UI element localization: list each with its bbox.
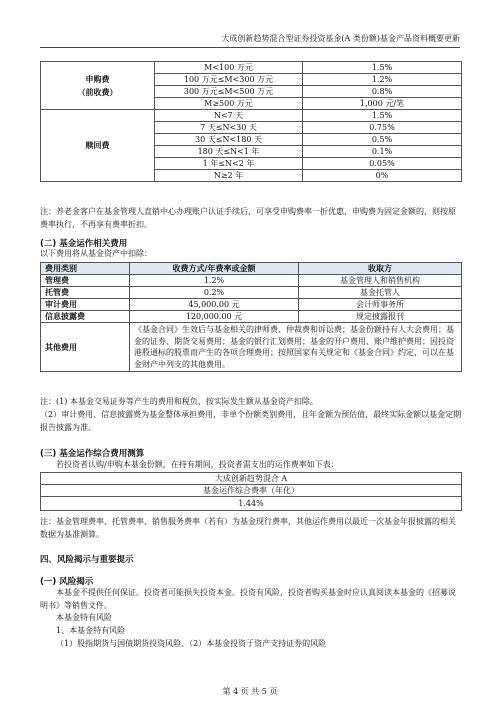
operating-fee-table: [40, 262, 462, 372]
redemption-fee-label: 赎回费: [41, 110, 155, 182]
comp-note: 注：基金管理费率、托管费率、销售服务费率（若有）为基金现行费率，其他运作费用以最近一次基金年报披露的相关数据为基准测算。: [40, 517, 456, 539]
fee-rate: 1.5%: [303, 110, 462, 122]
ops-category: 其他费用: [41, 323, 130, 372]
ops-header-cell: 收费方式/年费率或金额: [130, 263, 299, 275]
section2-intro: 以下费用将从基金资产中扣除：: [40, 249, 152, 258]
ops-category: 管理费: [41, 275, 130, 287]
fee-rate: 0.5%: [303, 134, 462, 146]
ops-header-row: [41, 263, 462, 275]
fee-range: 30 天≤N<180 天: [155, 134, 303, 146]
ops-payee: 基金托管人: [299, 287, 462, 299]
page-footer: 第 4 页 共 5 页: [222, 687, 278, 696]
subscription-fee-label: 申购费 （前收费）: [41, 62, 155, 110]
fee-range: 180 天≤N<1 年: [155, 146, 303, 158]
ops-category: 审计费用: [41, 299, 130, 311]
ops-header-cell: 费用类别: [41, 263, 130, 275]
risk-paragraph-2: 本基金特有风险: [56, 613, 112, 622]
ops-rate: 1.2%: [130, 275, 299, 287]
ops-note-1: 注：(1) 本基金交易证券等产生的费用和税负，按实际发生额从基金资产扣除。: [40, 397, 318, 406]
fee-rate: 1.2%: [303, 74, 462, 86]
fee-range: N<7 天: [155, 110, 303, 122]
subscription-redemption-fee-table: [40, 61, 462, 182]
ops-rate: 45,000.00 元: [130, 299, 299, 311]
ops-category: 托管费: [41, 287, 130, 299]
risk-paragraph-4: （1）股指期货与国债期货投资风险、（2）本基金投资于资产支持证券的风险: [56, 639, 327, 648]
fee-range: N≥2 年: [155, 170, 303, 182]
fee-rate: 0.05%: [303, 158, 462, 170]
fee-range: 1 年≤N<2 年: [155, 158, 303, 170]
section3-title: (三) 基金运作综合费用测算: [40, 449, 145, 459]
fee-range: M≥500 万元: [155, 98, 303, 110]
ops-rate: 120,000.00 元: [130, 311, 299, 323]
page-header: 大成创新趋势混合型证券投资基金(A 类份额)基金产品资料概要更新: [40, 33, 460, 48]
fee-range: 100 万元≤M<300 万元: [155, 74, 303, 86]
risk-paragraph-3: 1、本基金特有风险: [56, 626, 126, 635]
comp-table-value: 1.44%: [41, 497, 462, 511]
fee-row: [41, 62, 462, 74]
ops-row-other: [41, 323, 462, 372]
ops-header-cell: 收取方: [299, 263, 462, 275]
risk-title: (一) 风险揭示: [40, 577, 94, 587]
fee-rate: 1.5%: [303, 62, 462, 74]
section3-intro: 若投资者认购/申购本基金份额，在持有期间，投资者需支出的运作费率如下表：: [56, 460, 339, 469]
section4-title: 四、风险揭示与重要提示: [40, 555, 134, 565]
ops-row: [41, 299, 462, 311]
ops-note-2: （2）审计费用、信息披露费为基金整体承担费用，非单个份额类别费用，且年金额为预估值，最终实际金额以基金定期报告披露为准。: [40, 410, 462, 432]
comp-table-header: 基金运作综合费率（年化）: [41, 485, 462, 497]
ops-row: [41, 287, 462, 299]
ops-row: [41, 311, 462, 323]
risk-paragraph-1: 本基金不提供任何保证。投资者可能损失投资本金。投资有风险，投资者购买基金时应认真阅读本基金的《招募说明书》等销售文件。: [40, 588, 456, 610]
fee-rate: 0.1%: [303, 146, 462, 158]
ops-payee: 基金管理人和销售机构: [299, 275, 462, 287]
fee-range: 7 天≤N<30 天: [155, 122, 303, 134]
ops-rate: 0.2%: [130, 287, 299, 299]
ops-payee: 规定披露报刊: [299, 311, 462, 323]
fee-rate: 0.75%: [303, 122, 462, 134]
fee-rate: 1,000 元/笔: [303, 98, 462, 110]
ops-row: [41, 275, 462, 287]
fee-row: [41, 110, 462, 122]
fee-rate: 0%: [303, 170, 462, 182]
comp-table-title: 大成创新趋势混合 A: [41, 473, 462, 485]
ops-payee: 会计师事务所: [299, 299, 462, 311]
fee-range: M<100 万元: [155, 62, 303, 74]
comprehensive-fee-table: [40, 472, 462, 511]
ops-category: 信息披露费: [41, 311, 130, 323]
fee-rate: 0.8%: [303, 86, 462, 98]
section2-title: (二) 基金运作相关费用: [40, 239, 128, 249]
fee-range: 300 万元≤M<500 万元: [155, 86, 303, 98]
ops-other-text: 《基金合同》生效后与基金相关的律师费、仲裁费和诉讼费；基金份额持有人大会费用；基金的证券、期货交易费用；基金的银行汇划费用；基金的开户费用、账户维护费用；因投资港股通标的股票而产生的各项合理费用；按照国家有关规定和《基金合同》约定，可以在基金财产中列支的其他费用。: [130, 323, 462, 372]
fee-note: 注：养老金客户在基金管理人直销中心办理账户认证手续后，可享受申购费率一折优惠，申购费为固定金额的，则按原费率执行，不再享有费率折扣。: [40, 207, 456, 229]
